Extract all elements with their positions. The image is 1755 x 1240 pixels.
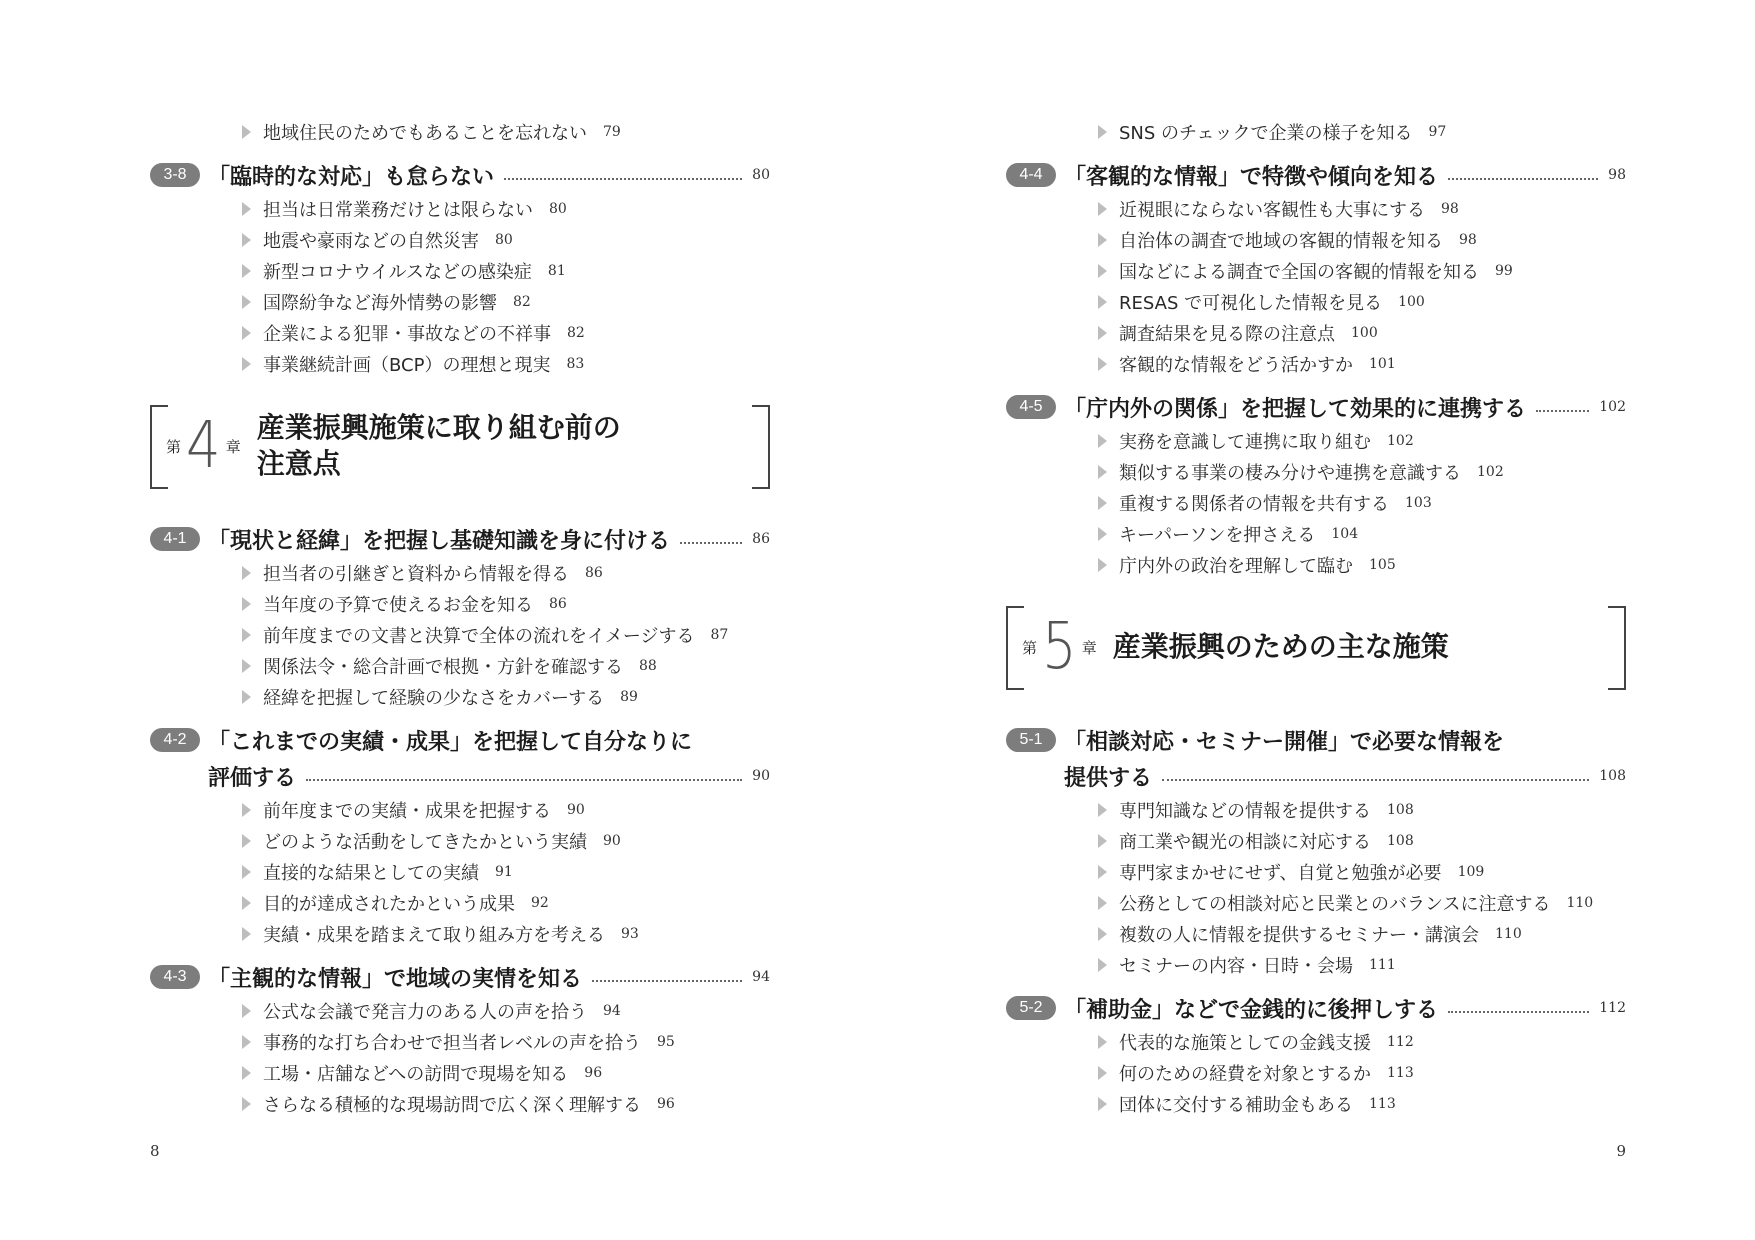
toc-item[interactable]: 関係法令・総合計画で根拠・方針を確認する 88 bbox=[150, 650, 770, 681]
chapter-number: 4 bbox=[186, 409, 221, 483]
triangle-bullet-icon bbox=[242, 357, 251, 371]
section-title: 「臨時的な対応」も怠らない bbox=[208, 164, 495, 190]
triangle-bullet-icon bbox=[1098, 558, 1107, 572]
toc-item[interactable]: 実務を意識して連携に取り組む 102 bbox=[1006, 425, 1626, 456]
toc-item[interactable]: どのような活動をしてきたかという実績 90 bbox=[150, 825, 770, 856]
section-page: 112 bbox=[1599, 1000, 1626, 1016]
section-title: 「補助金」などで金銭的に後押しする bbox=[1064, 997, 1439, 1023]
toc-item[interactable]: 国際紛争など海外情勢の影響 82 bbox=[150, 286, 770, 317]
toc-item[interactable]: 重複する関係者の情報を共有する 103 bbox=[1006, 487, 1626, 518]
toc-item[interactable]: 事業継続計画（BCP）の理想と現実 83 bbox=[150, 348, 770, 379]
chapter-number: 5 bbox=[1042, 610, 1077, 684]
triangle-bullet-icon bbox=[242, 233, 251, 247]
triangle-bullet-icon bbox=[242, 927, 251, 941]
triangle-bullet-icon bbox=[242, 264, 251, 278]
section-title: 「現状と経緯」を把握し基礎知識を身に付ける bbox=[208, 528, 671, 554]
triangle-bullet-icon bbox=[1098, 1035, 1107, 1049]
toc-item[interactable]: 当年度の予算で使えるお金を知る 86 bbox=[150, 588, 770, 619]
toc-item[interactable]: 地震や豪雨などの自然災害 80 bbox=[150, 224, 770, 255]
section-badge: 4-4 bbox=[1006, 163, 1056, 187]
triangle-bullet-icon bbox=[242, 1097, 251, 1111]
section-title: 「主観的な情報」で地域の実情を知る bbox=[208, 966, 583, 992]
toc-item[interactable]: 公式な会議で発言力のある人の声を拾う 94 bbox=[150, 995, 770, 1026]
toc-item[interactable]: 目的が達成されたかという成果 92 bbox=[150, 887, 770, 918]
triangle-bullet-icon bbox=[242, 597, 251, 611]
toc-item[interactable]: キーパーソンを押さえる 104 bbox=[1006, 518, 1626, 549]
section-page: 90 bbox=[752, 768, 770, 784]
section-page: 86 bbox=[752, 531, 770, 547]
chapter-bracket-left bbox=[150, 405, 168, 489]
triangle-bullet-icon bbox=[1098, 527, 1107, 541]
chapter-title: 産業振興施策に取り組む前の 注意点 bbox=[256, 411, 621, 480]
toc-item[interactable]: 経緯を把握して経験の少なさをカバーする 89 bbox=[150, 681, 770, 712]
section-title: 「これまでの実績・成果」を把握して自分なりに bbox=[208, 729, 693, 755]
section-title: 「相談対応・セミナー開催」で必要な情報を bbox=[1064, 729, 1505, 755]
leader-dots bbox=[1448, 1011, 1589, 1013]
triangle-bullet-icon bbox=[242, 628, 251, 642]
section-3-8[interactable] bbox=[150, 157, 770, 193]
toc-item[interactable]: 工場・店舗などへの訪問で現場を知る 96 bbox=[150, 1057, 770, 1088]
section-badge: 3-8 bbox=[150, 163, 200, 187]
right-page bbox=[1006, 0, 1626, 1240]
toc-item[interactable]: 代表的な施策としての金銭支援 112 bbox=[1006, 1026, 1626, 1057]
toc-item[interactable]: 複数の人に情報を提供するセミナー・講演会 110 bbox=[1006, 918, 1626, 949]
section-page: 102 bbox=[1599, 399, 1626, 415]
toc-item[interactable]: 専門知識などの情報を提供する 108 bbox=[1006, 794, 1626, 825]
section-title: 「客観的な情報」で特徴や傾向を知る bbox=[1064, 164, 1439, 190]
triangle-bullet-icon bbox=[242, 896, 251, 910]
toc-item[interactable]: セミナーの内容・日時・会場 111 bbox=[1006, 949, 1626, 980]
section-badge: 5-2 bbox=[1006, 996, 1056, 1020]
triangle-bullet-icon bbox=[242, 690, 251, 704]
toc-item[interactable]: 商工業や観光の相談に対応する 108 bbox=[1006, 825, 1626, 856]
toc-item[interactable]: 団体に交付する補助金もある 113 bbox=[1006, 1088, 1626, 1119]
toc-item[interactable]: 実績・成果を踏まえて取り組み方を考える 93 bbox=[150, 918, 770, 949]
triangle-bullet-icon bbox=[1098, 125, 1107, 139]
triangle-bullet-icon bbox=[1098, 295, 1107, 309]
toc-item[interactable]: 類似する事業の棲み分けや連携を意識する 102 bbox=[1006, 456, 1626, 487]
toc-item[interactable]: 専門家まかせにせず、自覚と勉強が必要 109 bbox=[1006, 856, 1626, 887]
toc-item[interactable]: 前年度までの実績・成果を把握する 90 bbox=[150, 794, 770, 825]
section-badge: 4-2 bbox=[150, 728, 200, 752]
toc-item[interactable]: 庁内外の政治を理解して臨む 105 bbox=[1006, 549, 1626, 580]
leader-dots bbox=[306, 779, 742, 781]
toc-item[interactable]: RESAS で可視化した情報を見る 100 bbox=[1006, 286, 1626, 317]
page-number: 9 bbox=[1616, 1142, 1626, 1160]
section-badge: 5-1 bbox=[1006, 728, 1056, 752]
toc-item[interactable]: 前年度までの文書と決算で全体の流れをイメージする 87 bbox=[150, 619, 770, 650]
toc-item[interactable]: 近視眼にならない客観性も大事にする 98 bbox=[1006, 193, 1626, 224]
triangle-bullet-icon bbox=[1098, 496, 1107, 510]
triangle-bullet-icon bbox=[1098, 958, 1107, 972]
toc-item[interactable]: 事務的な打ち合わせで担当者レベルの声を拾う 95 bbox=[150, 1026, 770, 1057]
chapter-5-heading: 第 5 章 産業振興のための主な施策 bbox=[1006, 606, 1626, 688]
section-4-4[interactable] bbox=[1006, 157, 1626, 193]
triangle-bullet-icon bbox=[242, 834, 251, 848]
section-badge: 4-3 bbox=[150, 965, 200, 989]
triangle-bullet-icon bbox=[242, 566, 251, 580]
triangle-bullet-icon bbox=[1098, 1097, 1107, 1111]
toc-item[interactable]: 調査結果を見る際の注意点 100 bbox=[1006, 317, 1626, 348]
triangle-bullet-icon bbox=[1098, 434, 1107, 448]
section-badge: 4-1 bbox=[150, 527, 200, 551]
chapter-bracket-right bbox=[752, 405, 770, 489]
section-4-1[interactable] bbox=[150, 521, 770, 557]
leader-dots bbox=[1448, 178, 1598, 180]
section-5-1-cont[interactable]: 提供する 108 bbox=[1064, 765, 1626, 791]
triangle-bullet-icon bbox=[1098, 202, 1107, 216]
section-5-2[interactable] bbox=[1006, 990, 1626, 1026]
triangle-bullet-icon bbox=[1098, 357, 1107, 371]
leader-dots bbox=[1162, 779, 1589, 781]
triangle-bullet-icon bbox=[1098, 233, 1107, 247]
toc-item[interactable]: 直接的な結果としての実績 91 bbox=[150, 856, 770, 887]
triangle-bullet-icon bbox=[242, 1066, 251, 1080]
triangle-bullet-icon bbox=[242, 125, 251, 139]
leader-dots bbox=[592, 980, 742, 982]
triangle-bullet-icon bbox=[242, 202, 251, 216]
chapter-bracket-left bbox=[1006, 606, 1024, 690]
triangle-bullet-icon bbox=[242, 1035, 251, 1049]
section-page: 108 bbox=[1599, 768, 1626, 784]
page-number: 8 bbox=[150, 1142, 160, 1160]
section-5-1[interactable] bbox=[1006, 722, 1626, 758]
section-4-5[interactable] bbox=[1006, 389, 1626, 425]
toc-item[interactable]: 担当は日常業務だけとは限らない 80 bbox=[150, 193, 770, 224]
toc-item[interactable]: 新型コロナウイルスなどの感染症 81 bbox=[150, 255, 770, 286]
triangle-bullet-icon bbox=[242, 295, 251, 309]
triangle-bullet-icon bbox=[242, 1004, 251, 1018]
toc-item[interactable]: 客観的な情報をどう活かすか 101 bbox=[1006, 348, 1626, 379]
triangle-bullet-icon bbox=[1098, 326, 1107, 340]
triangle-bullet-icon bbox=[242, 659, 251, 673]
toc-item[interactable]: 公務としての相談対応と民業とのバランスに注意する 110 bbox=[1006, 887, 1626, 918]
section-4-2[interactable] bbox=[150, 722, 770, 758]
left-page bbox=[150, 0, 770, 1240]
chapter-bracket-right bbox=[1608, 606, 1626, 690]
toc-item[interactable]: 自治体の調査で地域の客観的情報を知る 98 bbox=[1006, 224, 1626, 255]
chapter-title: 産業振興のための主な施策 bbox=[1112, 630, 1449, 663]
section-4-3[interactable] bbox=[150, 959, 770, 995]
section-page: 94 bbox=[752, 969, 770, 985]
section-page: 80 bbox=[752, 167, 770, 183]
triangle-bullet-icon bbox=[242, 326, 251, 340]
triangle-bullet-icon bbox=[1098, 803, 1107, 817]
toc-item[interactable]: 担当者の引継ぎと資料から情報を得る 86 bbox=[150, 557, 770, 588]
leader-dots bbox=[680, 542, 742, 544]
chapter-4-heading: 第 4 章 産業振興施策に取り組む前の 注意点 bbox=[150, 405, 770, 487]
toc-item[interactable]: さらなる積極的な現場訪問で広く深く理解する 96 bbox=[150, 1088, 770, 1119]
toc-item[interactable]: 地域住民のためでもあることを忘れない 79 bbox=[150, 116, 770, 147]
triangle-bullet-icon bbox=[242, 865, 251, 879]
leader-dots bbox=[504, 178, 742, 180]
section-page: 98 bbox=[1608, 167, 1626, 183]
triangle-bullet-icon bbox=[242, 803, 251, 817]
toc-item[interactable]: SNS のチェックで企業の様子を知る 97 bbox=[1006, 116, 1626, 147]
triangle-bullet-icon bbox=[1098, 896, 1107, 910]
toc-item[interactable]: 国などによる調査で全国の客観的情報を知る 99 bbox=[1006, 255, 1626, 286]
triangle-bullet-icon bbox=[1098, 264, 1107, 278]
section-title: 「庁内外の関係」を把握して効果的に連携する bbox=[1064, 396, 1527, 422]
section-4-2-cont[interactable]: 評価する 90 bbox=[208, 765, 770, 791]
leader-dots bbox=[1536, 410, 1589, 412]
triangle-bullet-icon bbox=[1098, 927, 1107, 941]
triangle-bullet-icon bbox=[1098, 865, 1107, 879]
triangle-bullet-icon bbox=[1098, 834, 1107, 848]
triangle-bullet-icon bbox=[1098, 465, 1107, 479]
toc-item[interactable]: 企業による犯罪・事故などの不祥事 82 bbox=[150, 317, 770, 348]
section-badge: 4-5 bbox=[1006, 395, 1056, 419]
triangle-bullet-icon bbox=[1098, 1066, 1107, 1080]
toc-item[interactable]: 何のための経費を対象とするか 113 bbox=[1006, 1057, 1626, 1088]
